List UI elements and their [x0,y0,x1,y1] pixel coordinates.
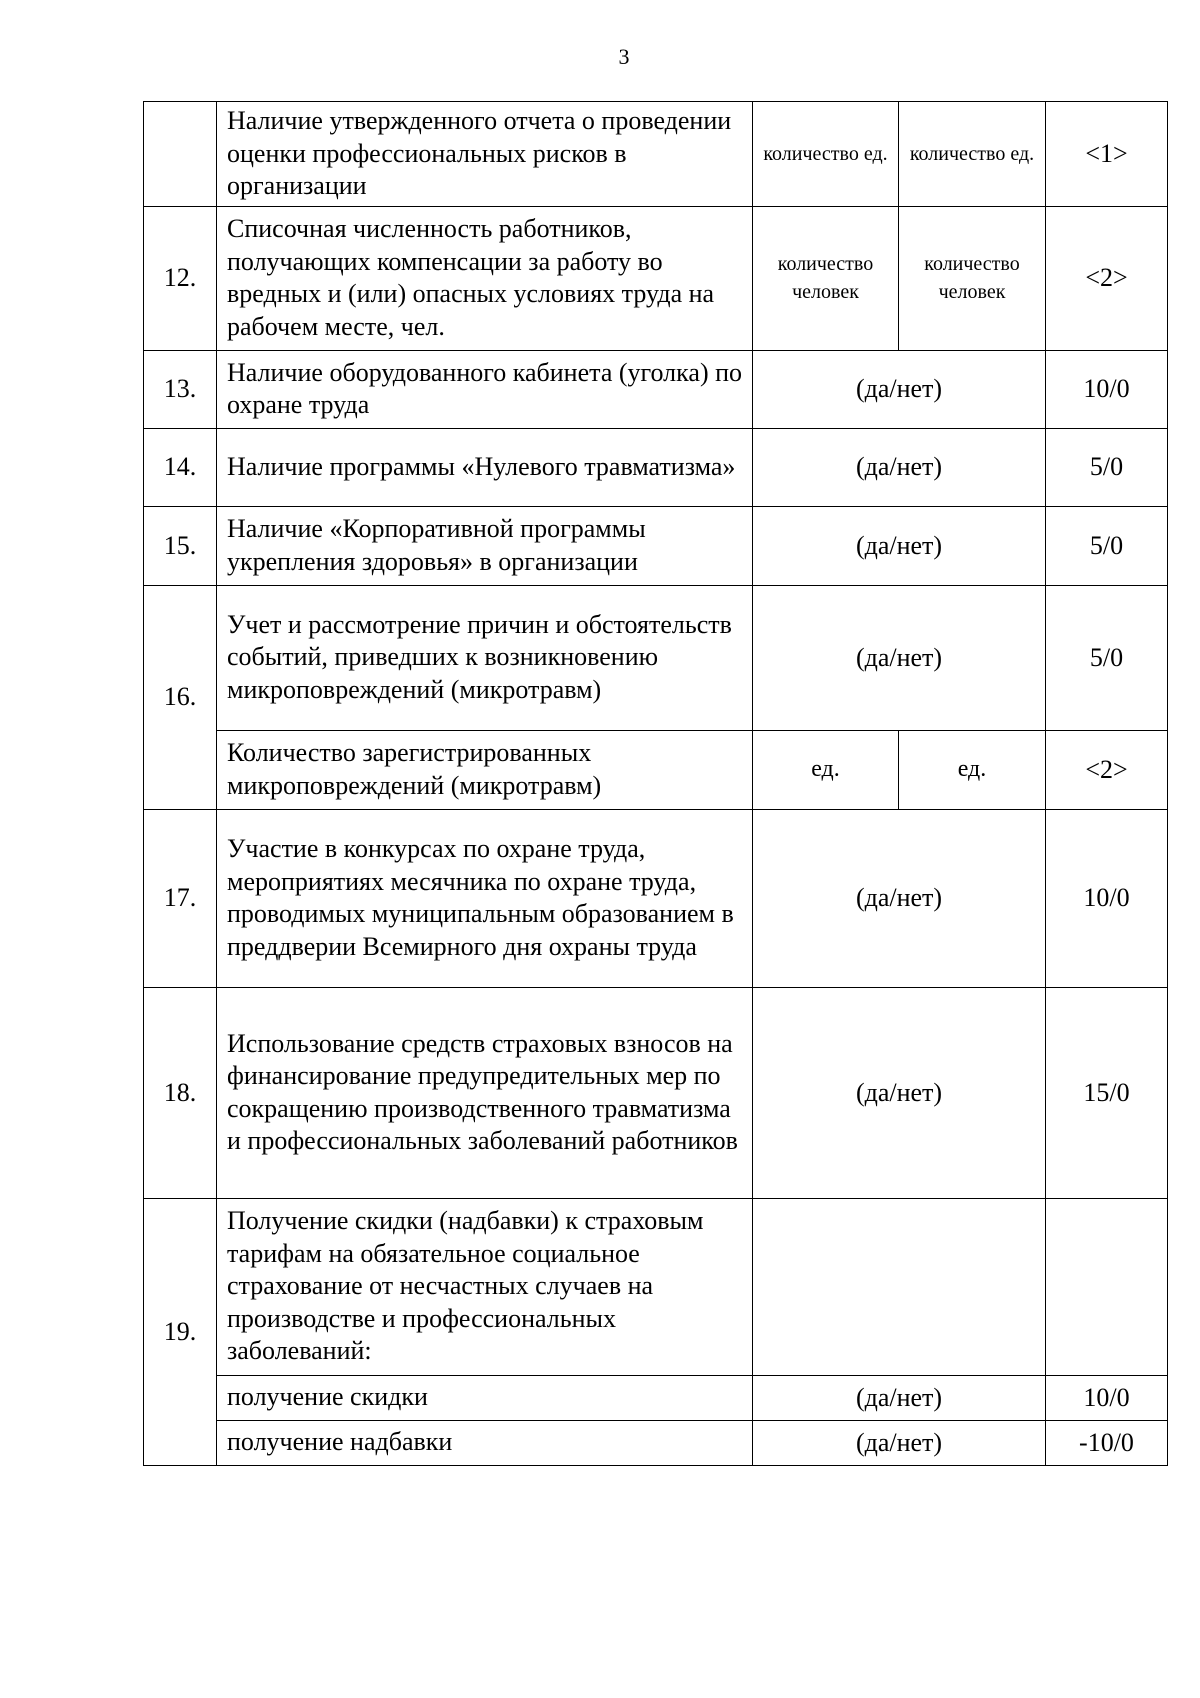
row-description: получение скидки [217,1375,753,1420]
row-description: Наличие «Корпоративной программы укрепления здоровья» в организации [217,506,753,585]
table-row [144,987,1168,1198]
row-number: 12. [144,206,217,350]
row-number: 15. [144,506,217,585]
score-cell: 5/0 [1046,428,1168,506]
row-number: 16. [144,585,217,809]
table-row [144,809,1168,987]
row-description: Наличие утвержденного отчета о проведении оценки профессиональных рисков в организации [217,102,753,207]
table-row [144,585,1168,730]
table-row [144,1198,1168,1375]
row-description: Участие в конкурсах по охране труда, мероприятиях месячника по охране труда, проводимых муниципальным образованием в преддверии Всемирного дня охраны труда [217,809,753,987]
row-description: Наличие оборудованного кабинета (уголка) по охране труда [217,350,753,428]
row-description: получение надбавки [217,1420,753,1465]
table-subrow [144,1375,1168,1420]
row-description: Количество зарегистрированных микроповреждений (микротравм) [217,730,753,809]
answer-cell: (да/нет) [753,809,1046,987]
row-description: Использование средств страховых взносов на финансирование предупредительных мер по сокращению производственного травматизма и профессиональных заболеваний работников [217,987,753,1198]
answer-cell: (да/нет) [753,428,1046,506]
row-description: Списочная численность работников, получающих компенсации за работу во вредных и (или) опасных условиях труда на рабочем месте, чел. [217,206,753,350]
score-cell: -10/0 [1046,1420,1168,1465]
score-cell: 5/0 [1046,585,1168,730]
answer-cell: (да/нет) [753,1420,1046,1465]
table-subrow [144,1420,1168,1465]
value-unit-cell: количество ед. [753,102,899,207]
row-number: 14. [144,428,217,506]
answer-cell: (да/нет) [753,585,1046,730]
score-cell: <2> [1046,730,1168,809]
row-description: Наличие программы «Нулевого травматизма» [217,428,753,506]
answer-cell: (да/нет) [753,1375,1046,1420]
table-subrow [144,730,1168,809]
value-unit-cell: количество человек [753,206,899,350]
row-description: Учет и рассмотрение причин и обстоятельств событий, приведших к возникновению микроповреждений (микротравм) [217,585,753,730]
answer-cell: (да/нет) [753,350,1046,428]
row-number: 17. [144,809,217,987]
value-unit-cell: количество ед. [899,102,1046,207]
page-number: 3 [618,44,630,69]
score-cell: 10/0 [1046,809,1168,987]
row-number [144,102,217,207]
row-number: 19. [144,1198,217,1465]
table-row [144,506,1168,585]
answer-cell-empty [753,1198,1046,1375]
score-cell: 10/0 [1046,350,1168,428]
score-cell: <1> [1046,102,1168,207]
score-cell: <2> [1046,206,1168,350]
answer-cell: (да/нет) [753,987,1046,1198]
score-cell: 10/0 [1046,1375,1168,1420]
indicators-table [143,101,1168,1466]
row-description: Получение скидки (надбавки) к страховым тарифам на обязательное социальное страхование от несчастных случаев на производстве и профессиональных заболеваний: [217,1198,753,1375]
value-unit-cell: количество человек [899,206,1046,350]
answer-cell: (да/нет) [753,506,1046,585]
row-number: 13. [144,350,217,428]
value-unit-cell: ед. [753,730,899,809]
table-row [144,206,1168,350]
score-cell: 15/0 [1046,987,1168,1198]
table-row [144,102,1168,207]
score-cell: 5/0 [1046,506,1168,585]
table-row [144,428,1168,506]
value-unit-cell: ед. [899,730,1046,809]
table-row [144,350,1168,428]
score-cell-empty [1046,1198,1168,1375]
row-number: 18. [144,987,217,1198]
